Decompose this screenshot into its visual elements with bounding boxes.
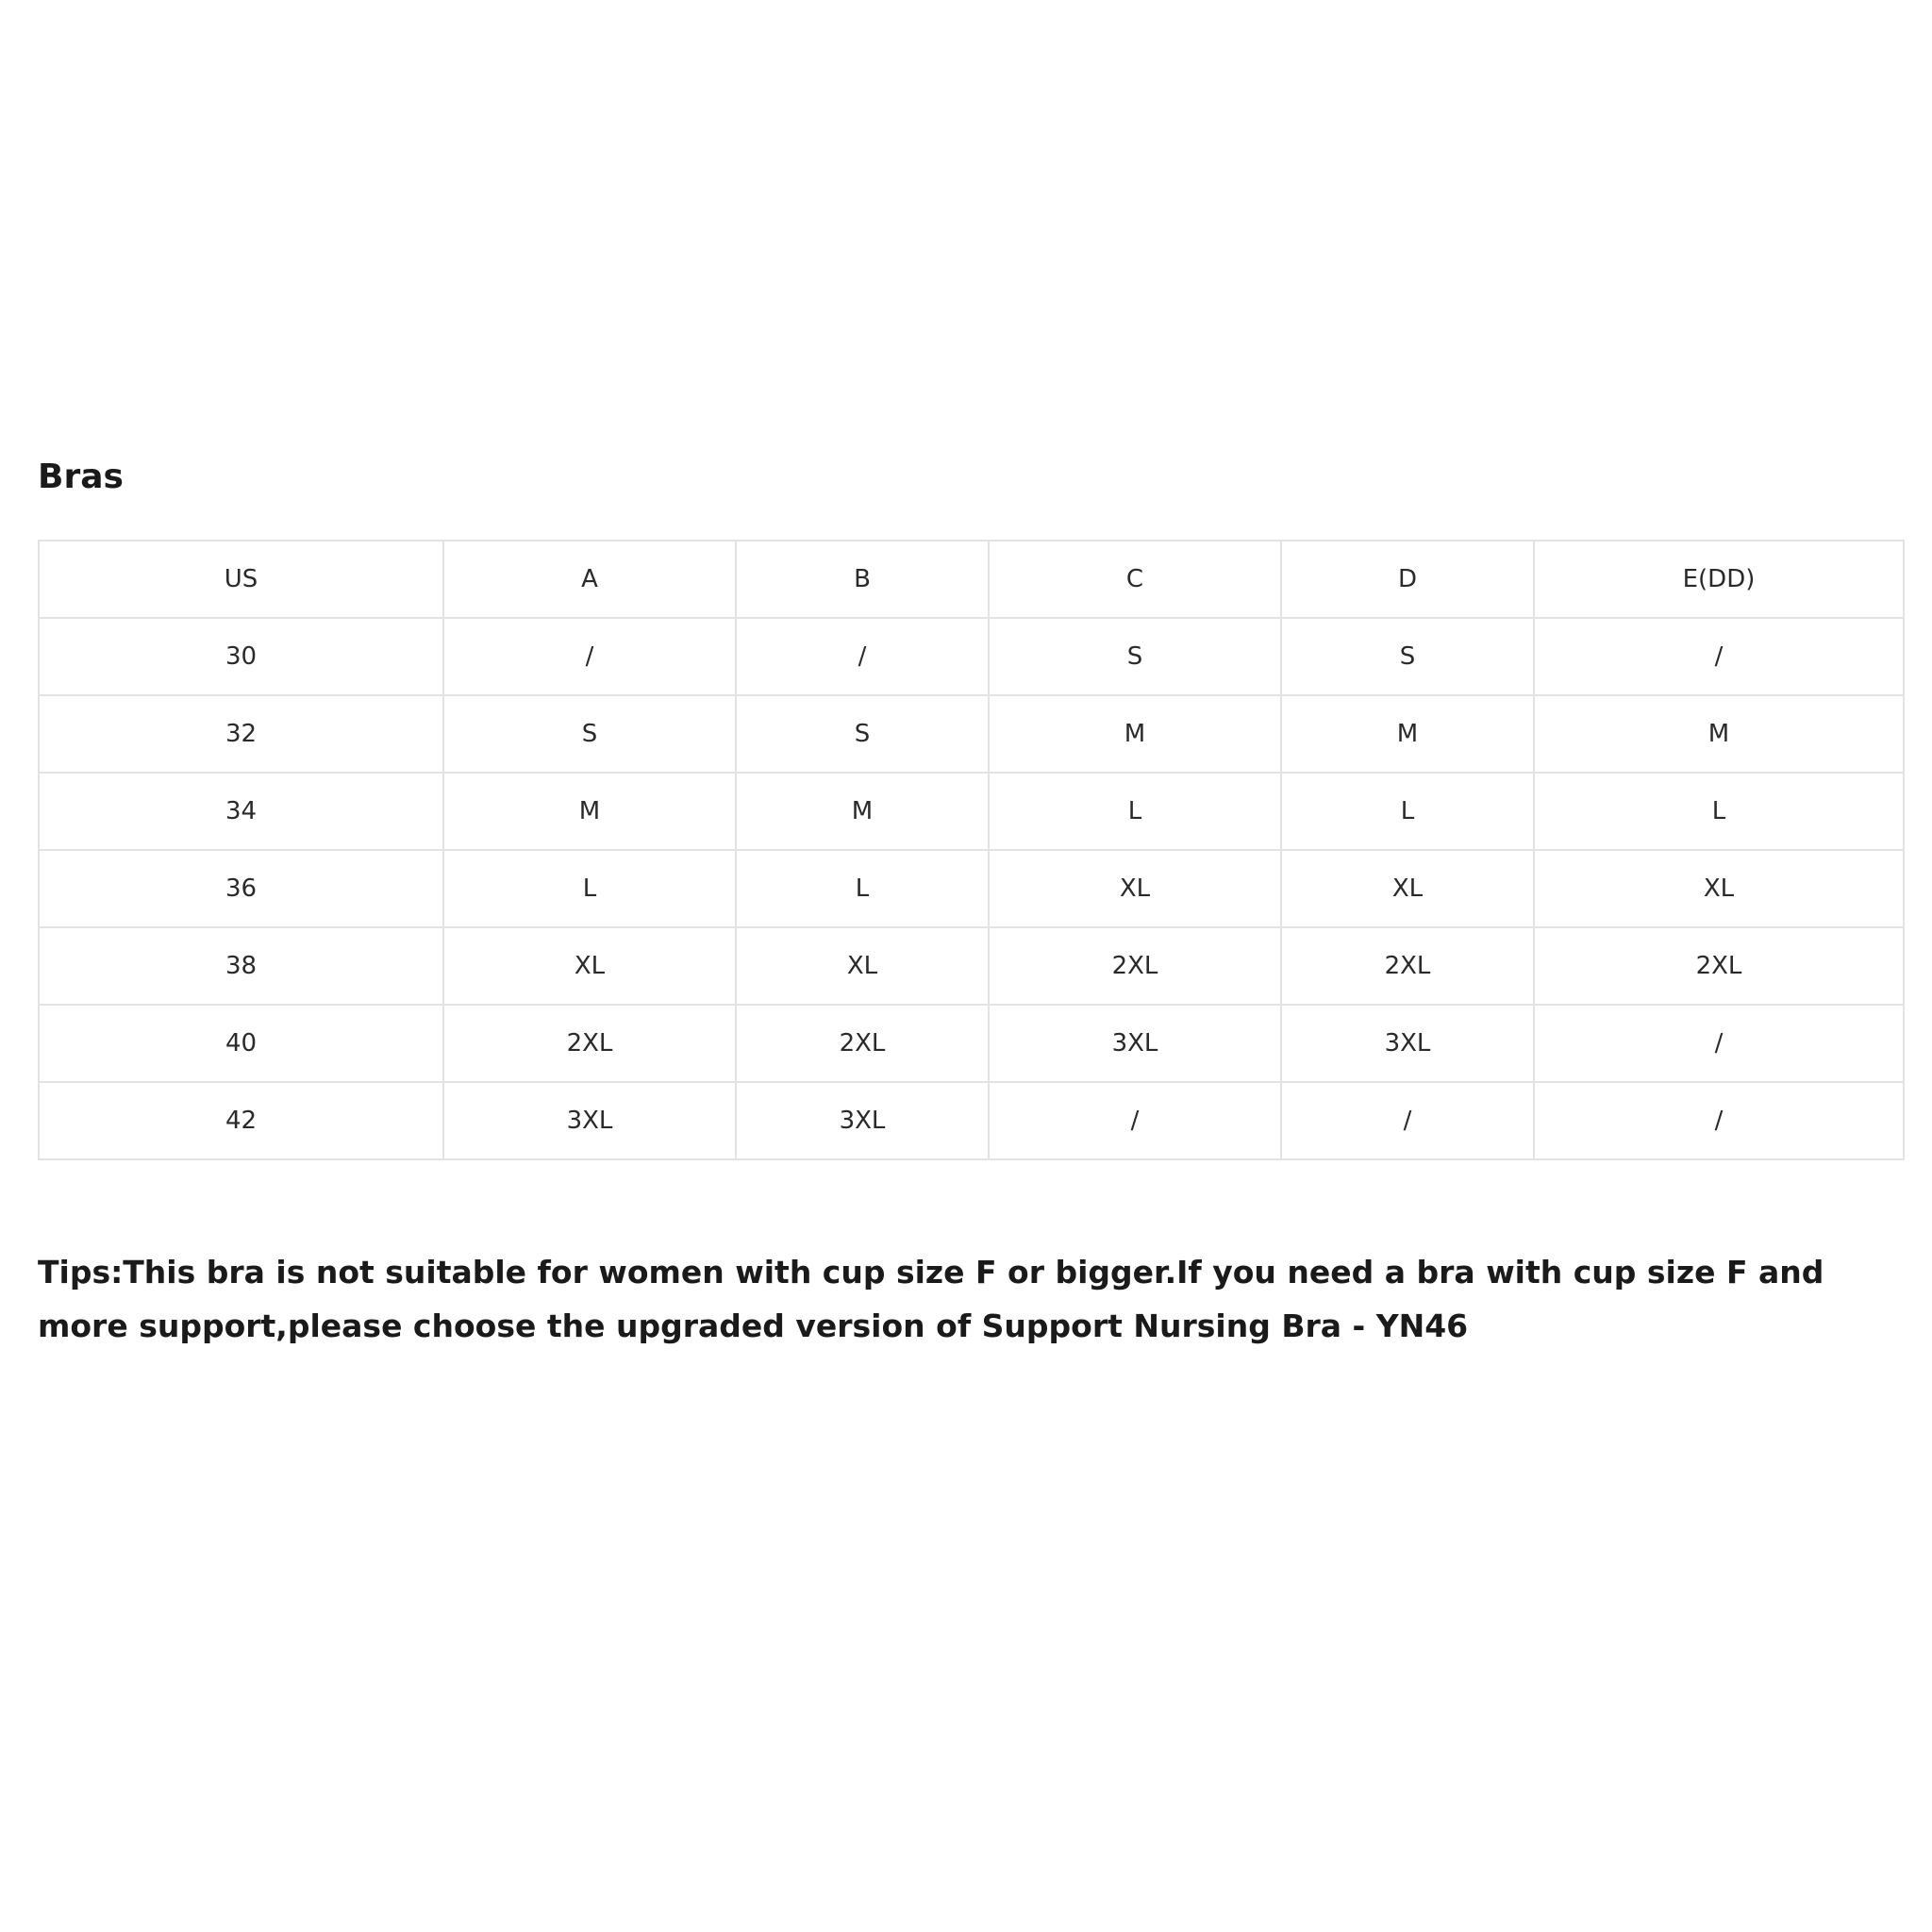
table-cell: XL: [1281, 850, 1534, 927]
table-cell: M: [989, 695, 1281, 773]
table-cell: XL: [443, 927, 736, 1005]
table-cell: /: [1534, 1005, 1904, 1082]
table-cell: 2XL: [1534, 927, 1904, 1005]
table-cell: XL: [1534, 850, 1904, 927]
table-cell: 38: [39, 927, 443, 1005]
table-cell: /: [1281, 1082, 1534, 1159]
section-heading: Bras: [38, 458, 124, 496]
table-cell: 36: [39, 850, 443, 927]
table-cell: S: [1281, 618, 1534, 695]
table-cell: 32: [39, 695, 443, 773]
table-cell: 2XL: [989, 927, 1281, 1005]
table-row: [39, 850, 1904, 927]
table-row: [39, 927, 1904, 1005]
table-cell: /: [1534, 1082, 1904, 1159]
table-cell: /: [736, 618, 989, 695]
table-cell: /: [443, 618, 736, 695]
header-cell: D: [1281, 541, 1534, 618]
table-row: [39, 1005, 1904, 1082]
table-cell: /: [1534, 618, 1904, 695]
table-row: [39, 773, 1904, 850]
tips-text: Tips:This bra is not suitable for women with cup size F or bigger.If you need a bra with cup size F and more support,please choose the upgraded version of Support Nursing Bra - YN46: [38, 1254, 1824, 1344]
table-cell: S: [989, 618, 1281, 695]
header-cell: US: [39, 541, 443, 618]
table-cell: 42: [39, 1082, 443, 1159]
table-cell: 2XL: [736, 1005, 989, 1082]
table-cell: XL: [989, 850, 1281, 927]
table-cell: XL: [736, 927, 989, 1005]
table-cell: M: [1281, 695, 1534, 773]
table-cell: L: [989, 773, 1281, 850]
table-cell: 3XL: [736, 1082, 989, 1159]
table-cell: 30: [39, 618, 443, 695]
table-cell: M: [443, 773, 736, 850]
table-cell: L: [736, 850, 989, 927]
table-header-row: [39, 541, 1904, 618]
header-cell: E(DD): [1534, 541, 1904, 618]
table-cell: 3XL: [989, 1005, 1281, 1082]
table-cell: S: [443, 695, 736, 773]
table-cell: 2XL: [443, 1005, 736, 1082]
table-cell: L: [443, 850, 736, 927]
table-row: [39, 618, 1904, 695]
header-cell: C: [989, 541, 1281, 618]
table-row: [39, 695, 1904, 773]
table-cell: 3XL: [443, 1082, 736, 1159]
table-cell: 3XL: [1281, 1005, 1534, 1082]
table-cell: L: [1281, 773, 1534, 850]
bra-size-table: [38, 540, 1905, 1160]
table-cell: 40: [39, 1005, 443, 1082]
table-row: [39, 1082, 1904, 1159]
table-cell: S: [736, 695, 989, 773]
header-cell: A: [443, 541, 736, 618]
table-cell: L: [1534, 773, 1904, 850]
table-cell: /: [989, 1082, 1281, 1159]
header-cell: B: [736, 541, 989, 618]
table-cell: 2XL: [1281, 927, 1534, 1005]
table-cell: M: [736, 773, 989, 850]
table-cell: M: [1534, 695, 1904, 773]
table-cell: 34: [39, 773, 443, 850]
